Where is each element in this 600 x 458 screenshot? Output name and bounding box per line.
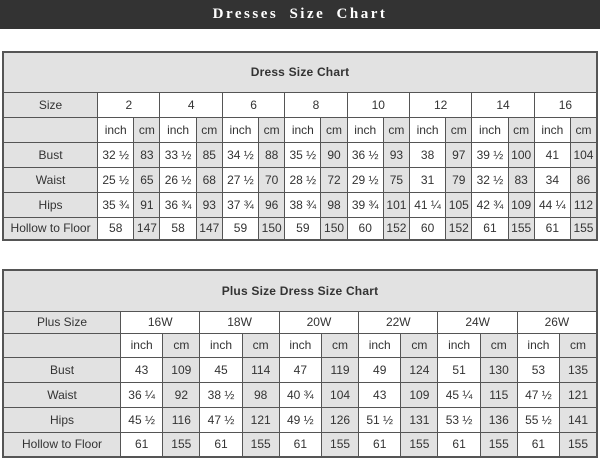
measurement-label: Hips xyxy=(3,192,98,217)
inch-value-cell: 33 ½ xyxy=(160,142,196,167)
measurement-row xyxy=(3,167,597,192)
unit-inch-label: inch xyxy=(285,117,321,142)
unit-inch-label: inch xyxy=(160,117,196,142)
inch-value-cell: 61 xyxy=(534,217,570,240)
cm-value-cell: 90 xyxy=(321,142,347,167)
inch-value-cell: 47 ½ xyxy=(517,382,559,407)
inch-value-cell: 59 xyxy=(222,217,258,240)
cm-value-cell: 104 xyxy=(570,142,597,167)
size-cell: 18W xyxy=(200,311,279,333)
inch-value-cell: 39 ¾ xyxy=(347,192,383,217)
inch-value-cell: 38 xyxy=(409,142,445,167)
cm-value-cell: 124 xyxy=(401,357,438,382)
size-cell: 14 xyxy=(472,92,534,117)
inch-value-cell: 42 ¾ xyxy=(472,192,508,217)
cm-value-cell: 101 xyxy=(383,192,409,217)
inch-value-cell: 43 xyxy=(359,382,401,407)
unit-cm-label: cm xyxy=(401,333,438,357)
inch-value-cell: 45 xyxy=(200,357,242,382)
inch-value-cell: 38 ¾ xyxy=(285,192,321,217)
cm-value-cell: 141 xyxy=(560,407,597,432)
cm-value-cell: 115 xyxy=(480,382,517,407)
inch-value-cell: 47 xyxy=(279,357,321,382)
title-bar xyxy=(0,0,600,29)
inch-value-cell: 61 xyxy=(359,432,401,457)
cm-value-cell: 92 xyxy=(163,382,200,407)
inch-value-cell: 60 xyxy=(347,217,383,240)
cm-value-cell: 97 xyxy=(446,142,472,167)
inch-value-cell: 47 ½ xyxy=(200,407,242,432)
inch-value-cell: 49 xyxy=(359,357,401,382)
cm-value-cell: 150 xyxy=(259,217,285,240)
cm-value-cell: 86 xyxy=(570,167,597,192)
inch-value-cell: 45 ¼ xyxy=(438,382,480,407)
unit-cm-label: cm xyxy=(242,333,279,357)
inch-value-cell: 61 xyxy=(121,432,163,457)
inch-value-cell: 34 xyxy=(534,167,570,192)
unit-inch-label: inch xyxy=(517,333,559,357)
inch-value-cell: 61 xyxy=(279,432,321,457)
cm-value-cell: 119 xyxy=(321,357,358,382)
cm-value-cell: 105 xyxy=(446,192,472,217)
cm-value-cell: 96 xyxy=(259,192,285,217)
inch-value-cell: 28 ½ xyxy=(285,167,321,192)
unit-inch-label: inch xyxy=(438,333,480,357)
inch-value-cell: 53 xyxy=(517,357,559,382)
unit-cm-label: cm xyxy=(570,117,597,142)
size-cell: 12 xyxy=(409,92,471,117)
dress-size-chart-table xyxy=(2,51,598,241)
cm-value-cell: 83 xyxy=(508,167,534,192)
inch-value-cell: 26 ½ xyxy=(160,167,196,192)
cm-value-cell: 65 xyxy=(134,167,160,192)
cm-value-cell: 121 xyxy=(242,407,279,432)
inch-value-cell: 59 xyxy=(285,217,321,240)
unit-cm-label: cm xyxy=(383,117,409,142)
inch-value-cell: 58 xyxy=(98,217,134,240)
inch-value-cell: 49 ½ xyxy=(279,407,321,432)
unit-row-spacer xyxy=(3,117,98,142)
cm-value-cell: 155 xyxy=(242,432,279,457)
unit-inch-label: inch xyxy=(472,117,508,142)
size-cell: 10 xyxy=(347,92,409,117)
cm-value-cell: 112 xyxy=(570,192,597,217)
cm-value-cell: 75 xyxy=(383,167,409,192)
size-row-label: Size xyxy=(3,92,98,117)
cm-value-cell: 91 xyxy=(134,192,160,217)
unit-cm-label: cm xyxy=(134,117,160,142)
inch-value-cell: 32 ½ xyxy=(98,142,134,167)
cm-value-cell: 88 xyxy=(259,142,285,167)
size-cell: 20W xyxy=(279,311,358,333)
cm-value-cell: 98 xyxy=(242,382,279,407)
inch-value-cell: 43 xyxy=(121,357,163,382)
unit-inch-label: inch xyxy=(200,333,242,357)
cm-value-cell: 155 xyxy=(560,432,597,457)
inch-value-cell: 41 xyxy=(534,142,570,167)
plus-size-dress-size-chart-table xyxy=(2,269,598,458)
inch-value-cell: 40 ¾ xyxy=(279,382,321,407)
table-title: Plus Size Dress Size Chart xyxy=(3,270,597,311)
cm-value-cell: 104 xyxy=(321,382,358,407)
table-title: Dress Size Chart xyxy=(3,52,597,92)
cm-value-cell: 109 xyxy=(508,192,534,217)
cm-value-cell: 109 xyxy=(163,357,200,382)
inch-value-cell: 45 ½ xyxy=(121,407,163,432)
cm-value-cell: 152 xyxy=(383,217,409,240)
inch-value-cell: 58 xyxy=(160,217,196,240)
inch-value-cell: 36 ½ xyxy=(347,142,383,167)
inch-value-cell: 44 ¼ xyxy=(534,192,570,217)
unit-inch-label: inch xyxy=(98,117,134,142)
inch-value-cell: 34 ½ xyxy=(222,142,258,167)
size-cell: 6 xyxy=(222,92,284,117)
unit-cm-label: cm xyxy=(508,117,534,142)
unit-inch-label: inch xyxy=(222,117,258,142)
inch-value-cell: 61 xyxy=(200,432,242,457)
cm-value-cell: 72 xyxy=(321,167,347,192)
unit-cm-label: cm xyxy=(321,117,347,142)
inch-value-cell: 39 ½ xyxy=(472,142,508,167)
inch-value-cell: 61 xyxy=(472,217,508,240)
cm-value-cell: 93 xyxy=(383,142,409,167)
unit-row-spacer xyxy=(3,333,121,357)
inch-value-cell: 51 xyxy=(438,357,480,382)
measurement-label: Waist xyxy=(3,167,98,192)
measurement-row xyxy=(3,357,597,382)
size-row-label: Plus Size xyxy=(3,311,121,333)
measurement-label: Hips xyxy=(3,407,121,432)
size-cell: 2 xyxy=(98,92,160,117)
unit-inch-label: inch xyxy=(409,117,445,142)
size-cell: 16 xyxy=(534,92,597,117)
measurement-row xyxy=(3,192,597,217)
cm-value-cell: 100 xyxy=(508,142,534,167)
size-cell: 24W xyxy=(438,311,517,333)
cm-value-cell: 83 xyxy=(134,142,160,167)
cm-value-cell: 85 xyxy=(196,142,222,167)
inch-value-cell: 25 ½ xyxy=(98,167,134,192)
inch-value-cell: 36 ¼ xyxy=(121,382,163,407)
measurement-label: Hollow to Floor xyxy=(3,432,121,457)
measurement-label: Bust xyxy=(3,142,98,167)
size-cell: 8 xyxy=(285,92,347,117)
cm-value-cell: 155 xyxy=(401,432,438,457)
inch-value-cell: 61 xyxy=(438,432,480,457)
measurement-row xyxy=(3,407,597,432)
size-cell: 22W xyxy=(359,311,438,333)
inch-value-cell: 53 ½ xyxy=(438,407,480,432)
cm-value-cell: 98 xyxy=(321,192,347,217)
inch-value-cell: 27 ½ xyxy=(222,167,258,192)
measurement-label: Waist xyxy=(3,382,121,407)
cm-value-cell: 155 xyxy=(480,432,517,457)
cm-value-cell: 147 xyxy=(134,217,160,240)
inch-value-cell: 41 ¼ xyxy=(409,192,445,217)
measurement-row xyxy=(3,142,597,167)
inch-value-cell: 36 ¾ xyxy=(160,192,196,217)
measurement-row xyxy=(3,217,597,240)
inch-value-cell: 38 ½ xyxy=(200,382,242,407)
inch-value-cell: 35 ¾ xyxy=(98,192,134,217)
size-cell: 4 xyxy=(160,92,222,117)
inch-value-cell: 51 ½ xyxy=(359,407,401,432)
unit-cm-label: cm xyxy=(446,117,472,142)
cm-value-cell: 155 xyxy=(508,217,534,240)
measurement-label: Bust xyxy=(3,357,121,382)
cm-value-cell: 147 xyxy=(196,217,222,240)
measurement-label: Hollow to Floor xyxy=(3,217,98,240)
cm-value-cell: 130 xyxy=(480,357,517,382)
cm-value-cell: 109 xyxy=(401,382,438,407)
cm-value-cell: 150 xyxy=(321,217,347,240)
cm-value-cell: 136 xyxy=(480,407,517,432)
unit-inch-label: inch xyxy=(534,117,570,142)
cm-value-cell: 116 xyxy=(163,407,200,432)
cm-value-cell: 114 xyxy=(242,357,279,382)
cm-value-cell: 155 xyxy=(163,432,200,457)
inch-value-cell: 35 ½ xyxy=(285,142,321,167)
cm-value-cell: 135 xyxy=(560,357,597,382)
unit-inch-label: inch xyxy=(121,333,163,357)
unit-inch-label: inch xyxy=(279,333,321,357)
cm-value-cell: 68 xyxy=(196,167,222,192)
unit-cm-label: cm xyxy=(163,333,200,357)
size-cell: 26W xyxy=(517,311,597,333)
unit-cm-label: cm xyxy=(321,333,358,357)
inch-value-cell: 32 ½ xyxy=(472,167,508,192)
inch-value-cell: 61 xyxy=(517,432,559,457)
cm-value-cell: 126 xyxy=(321,407,358,432)
unit-cm-label: cm xyxy=(259,117,285,142)
cm-value-cell: 155 xyxy=(570,217,597,240)
size-cell: 16W xyxy=(121,311,200,333)
inch-value-cell: 37 ¾ xyxy=(222,192,258,217)
inch-value-cell: 60 xyxy=(409,217,445,240)
measurement-row xyxy=(3,382,597,407)
inch-value-cell: 31 xyxy=(409,167,445,192)
unit-inch-label: inch xyxy=(359,333,401,357)
unit-cm-label: cm xyxy=(480,333,517,357)
cm-value-cell: 131 xyxy=(401,407,438,432)
page-title: Dresses Size Chart xyxy=(212,6,388,22)
measurement-row xyxy=(3,432,597,457)
unit-cm-label: cm xyxy=(560,333,597,357)
unit-inch-label: inch xyxy=(347,117,383,142)
cm-value-cell: 155 xyxy=(321,432,358,457)
cm-value-cell: 152 xyxy=(446,217,472,240)
unit-cm-label: cm xyxy=(196,117,222,142)
cm-value-cell: 93 xyxy=(196,192,222,217)
inch-value-cell: 29 ½ xyxy=(347,167,383,192)
cm-value-cell: 70 xyxy=(259,167,285,192)
cm-value-cell: 121 xyxy=(560,382,597,407)
inch-value-cell: 55 ½ xyxy=(517,407,559,432)
cm-value-cell: 79 xyxy=(446,167,472,192)
